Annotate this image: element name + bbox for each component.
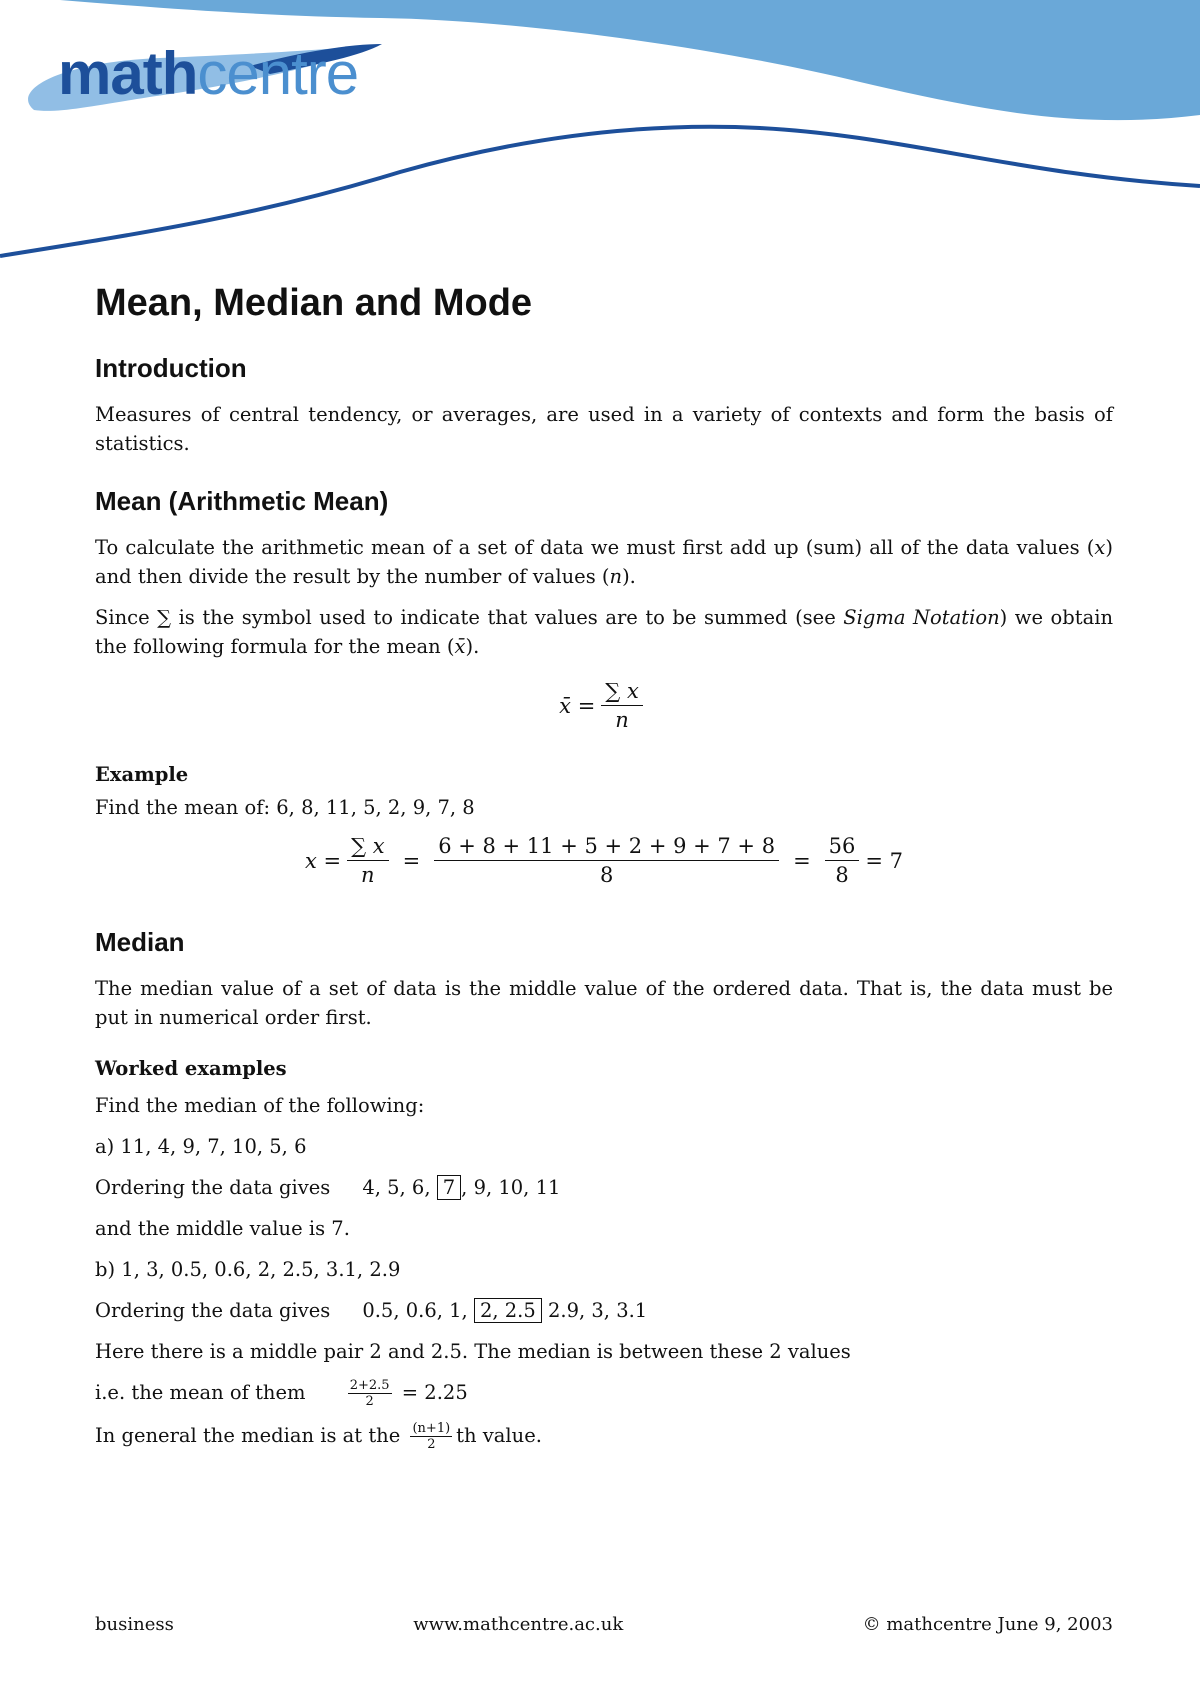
example-fraction-1 xyxy=(347,834,389,887)
example-a-order-before: 4, 5, 6, xyxy=(362,1176,431,1199)
mean-p2-c: ). xyxy=(465,635,480,658)
example-b-mean-result: = 2.25 xyxy=(401,1381,468,1404)
mean-paragraph-2 xyxy=(95,603,1113,661)
example-b-ordered xyxy=(95,1296,1113,1325)
mean-formula-lhs: x̄ = xyxy=(559,693,596,718)
mean-formula-den: n xyxy=(615,708,629,732)
worked-examples-heading: Worked examples xyxy=(95,1057,287,1080)
example-f2-num: 6 + 8 + 11 + 5 + 2 + 9 + 7 + 8 xyxy=(434,834,779,861)
example-formula-lhs: x = xyxy=(304,848,342,873)
page-title: Mean, Median and Mode xyxy=(95,282,533,324)
mean-p2-xbar: x̄ xyxy=(454,635,466,658)
example-a-median-box: 7 xyxy=(437,1175,461,1200)
sigma-notation-reference: Sigma Notation xyxy=(843,606,1000,629)
lower-wave-line xyxy=(0,127,1200,256)
mean-p1-b: ) and then divide the result by the number of values ( xyxy=(95,536,1113,588)
median-heading: Median xyxy=(95,927,185,957)
example-f2-den: 8 xyxy=(599,863,614,887)
median-general-rule xyxy=(95,1421,1113,1452)
mean-p1-a: To calculate the arithmetic mean of a set of data we must first add up (sum) all of the data values ( xyxy=(95,536,1095,559)
mean-p1-c: ). xyxy=(622,565,636,588)
example-a-data: a) 11, 4, 9, 7, 10, 5, 6 xyxy=(95,1135,307,1158)
main-content xyxy=(95,282,1113,1464)
example-b-data: b) 1, 3, 0.5, 0.6, 2, 2.5, 3.1, 2.9 xyxy=(95,1258,401,1281)
general-rule-den: 2 xyxy=(427,1437,436,1452)
example-b-mean-den: 2 xyxy=(365,1394,374,1409)
example-a-middle: and the middle value is 7. xyxy=(95,1217,350,1240)
general-rule-fraction xyxy=(410,1421,452,1452)
general-rule-num: (n+1) xyxy=(412,1421,451,1436)
footer-left: business xyxy=(95,1614,174,1635)
median-text: The median value of a set of data is the middle value of the ordered data. That is, the data must be put in numerical order first. xyxy=(95,977,1113,1029)
example-text: Find the mean of: 6, 8, 11, 5, 2, 9, 7, 8 xyxy=(95,796,475,819)
mean-p1-x: x xyxy=(1094,536,1106,559)
intro-text: Measures of central tendency, or averages, are used in a variety of contexts and form the basis of statistics. xyxy=(95,403,1113,455)
intro-heading: Introduction xyxy=(95,353,247,383)
example-b-mean-fraction xyxy=(348,1378,392,1409)
example-a-order-after: , 9, 10, 11 xyxy=(461,1176,561,1199)
example-fraction-2 xyxy=(434,834,779,887)
example-b-pair-text: Here there is a middle pair 2 and 2.5. The median is between these 2 values xyxy=(95,1340,851,1363)
example-f1-den: n xyxy=(361,863,375,887)
example-b-mean-num: 2+2.5 xyxy=(349,1378,390,1393)
mean-p1-n: n xyxy=(609,565,623,588)
example-result: = 7 xyxy=(865,848,904,873)
mean-heading: Mean (Arithmetic Mean) xyxy=(95,486,389,516)
mean-paragraph-1 xyxy=(95,533,1113,591)
mean-formula xyxy=(95,679,1113,732)
example-heading: Example xyxy=(95,763,189,786)
example-b-median-box: 2, 2.5 xyxy=(474,1298,542,1323)
mean-p2-a: Since ∑ is the symbol used to indicate that values are to be summed (see xyxy=(95,606,844,629)
example-f3-num: 56 xyxy=(825,834,860,861)
general-rule-a: In general the median is at the xyxy=(95,1424,401,1447)
example-f1-num: ∑ x xyxy=(347,834,389,861)
example-a-order-label: Ordering the data gives xyxy=(95,1176,331,1199)
footer-url: www.mathcentre.ac.uk xyxy=(413,1614,624,1635)
example-a-ordered xyxy=(95,1173,1113,1202)
example-eq-2: = xyxy=(793,848,811,873)
general-rule-b: th value. xyxy=(456,1424,542,1447)
example-b-mean xyxy=(95,1378,1113,1409)
logo-math-text: math xyxy=(58,40,198,107)
footer-copyright: © mathcentre June 9, 2003 xyxy=(862,1614,1113,1635)
example-b-mean-label: i.e. the mean of them xyxy=(95,1381,306,1404)
mean-formula-fraction xyxy=(601,679,643,732)
mathcentre-logo xyxy=(58,40,359,107)
example-b-order-before: 0.5, 0.6, 1, xyxy=(362,1299,468,1322)
mean-p2-b: ) we obtain the following formula for the mean ( xyxy=(95,606,1113,658)
example-eq-1: = xyxy=(402,848,421,873)
example-b-order-label: Ordering the data gives xyxy=(95,1299,331,1322)
logo-centre-text: centre xyxy=(197,40,359,107)
page-footer xyxy=(95,1614,1113,1635)
find-median-text: Find the median of the following: xyxy=(95,1094,425,1117)
example-formula xyxy=(95,834,1113,887)
example-f3-den: 8 xyxy=(835,863,849,887)
example-b-order-after: 2.9, 3, 3.1 xyxy=(547,1299,648,1322)
mean-formula-num: ∑ x xyxy=(601,679,643,706)
example-fraction-3 xyxy=(825,834,860,887)
